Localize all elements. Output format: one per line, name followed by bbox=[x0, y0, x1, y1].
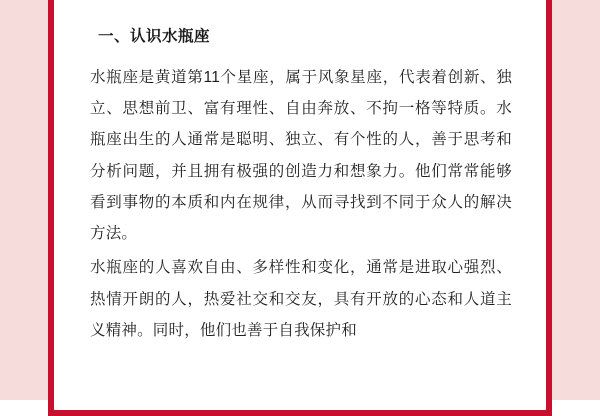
body-paragraph-2: 水瓶座的人喜欢自由、多样性和变化，通常是进取心强烈、热情开朗的人，热爱社交和交友，具有开放的心态和人道主义精神。同时，他们也善于自我保护和 bbox=[90, 259, 512, 340]
content-card bbox=[62, 0, 538, 404]
body-paragraph-1: 水瓶座是黄道第11个星座，属于风象星座，代表着创新、独立、思想前卫、富有理性、自由奔放、不拘一格等特质。水瓶座出生的人通常是聪明、独立、有个性的人，善于思考和分析问题，并且拥有极强的创造力和想象力。他们常常能够看到事物的本质和内在规律，从而寻找到不同于众人的解决方法。 bbox=[90, 68, 512, 243]
section-heading: 一、认识水瓶座 bbox=[98, 28, 211, 45]
